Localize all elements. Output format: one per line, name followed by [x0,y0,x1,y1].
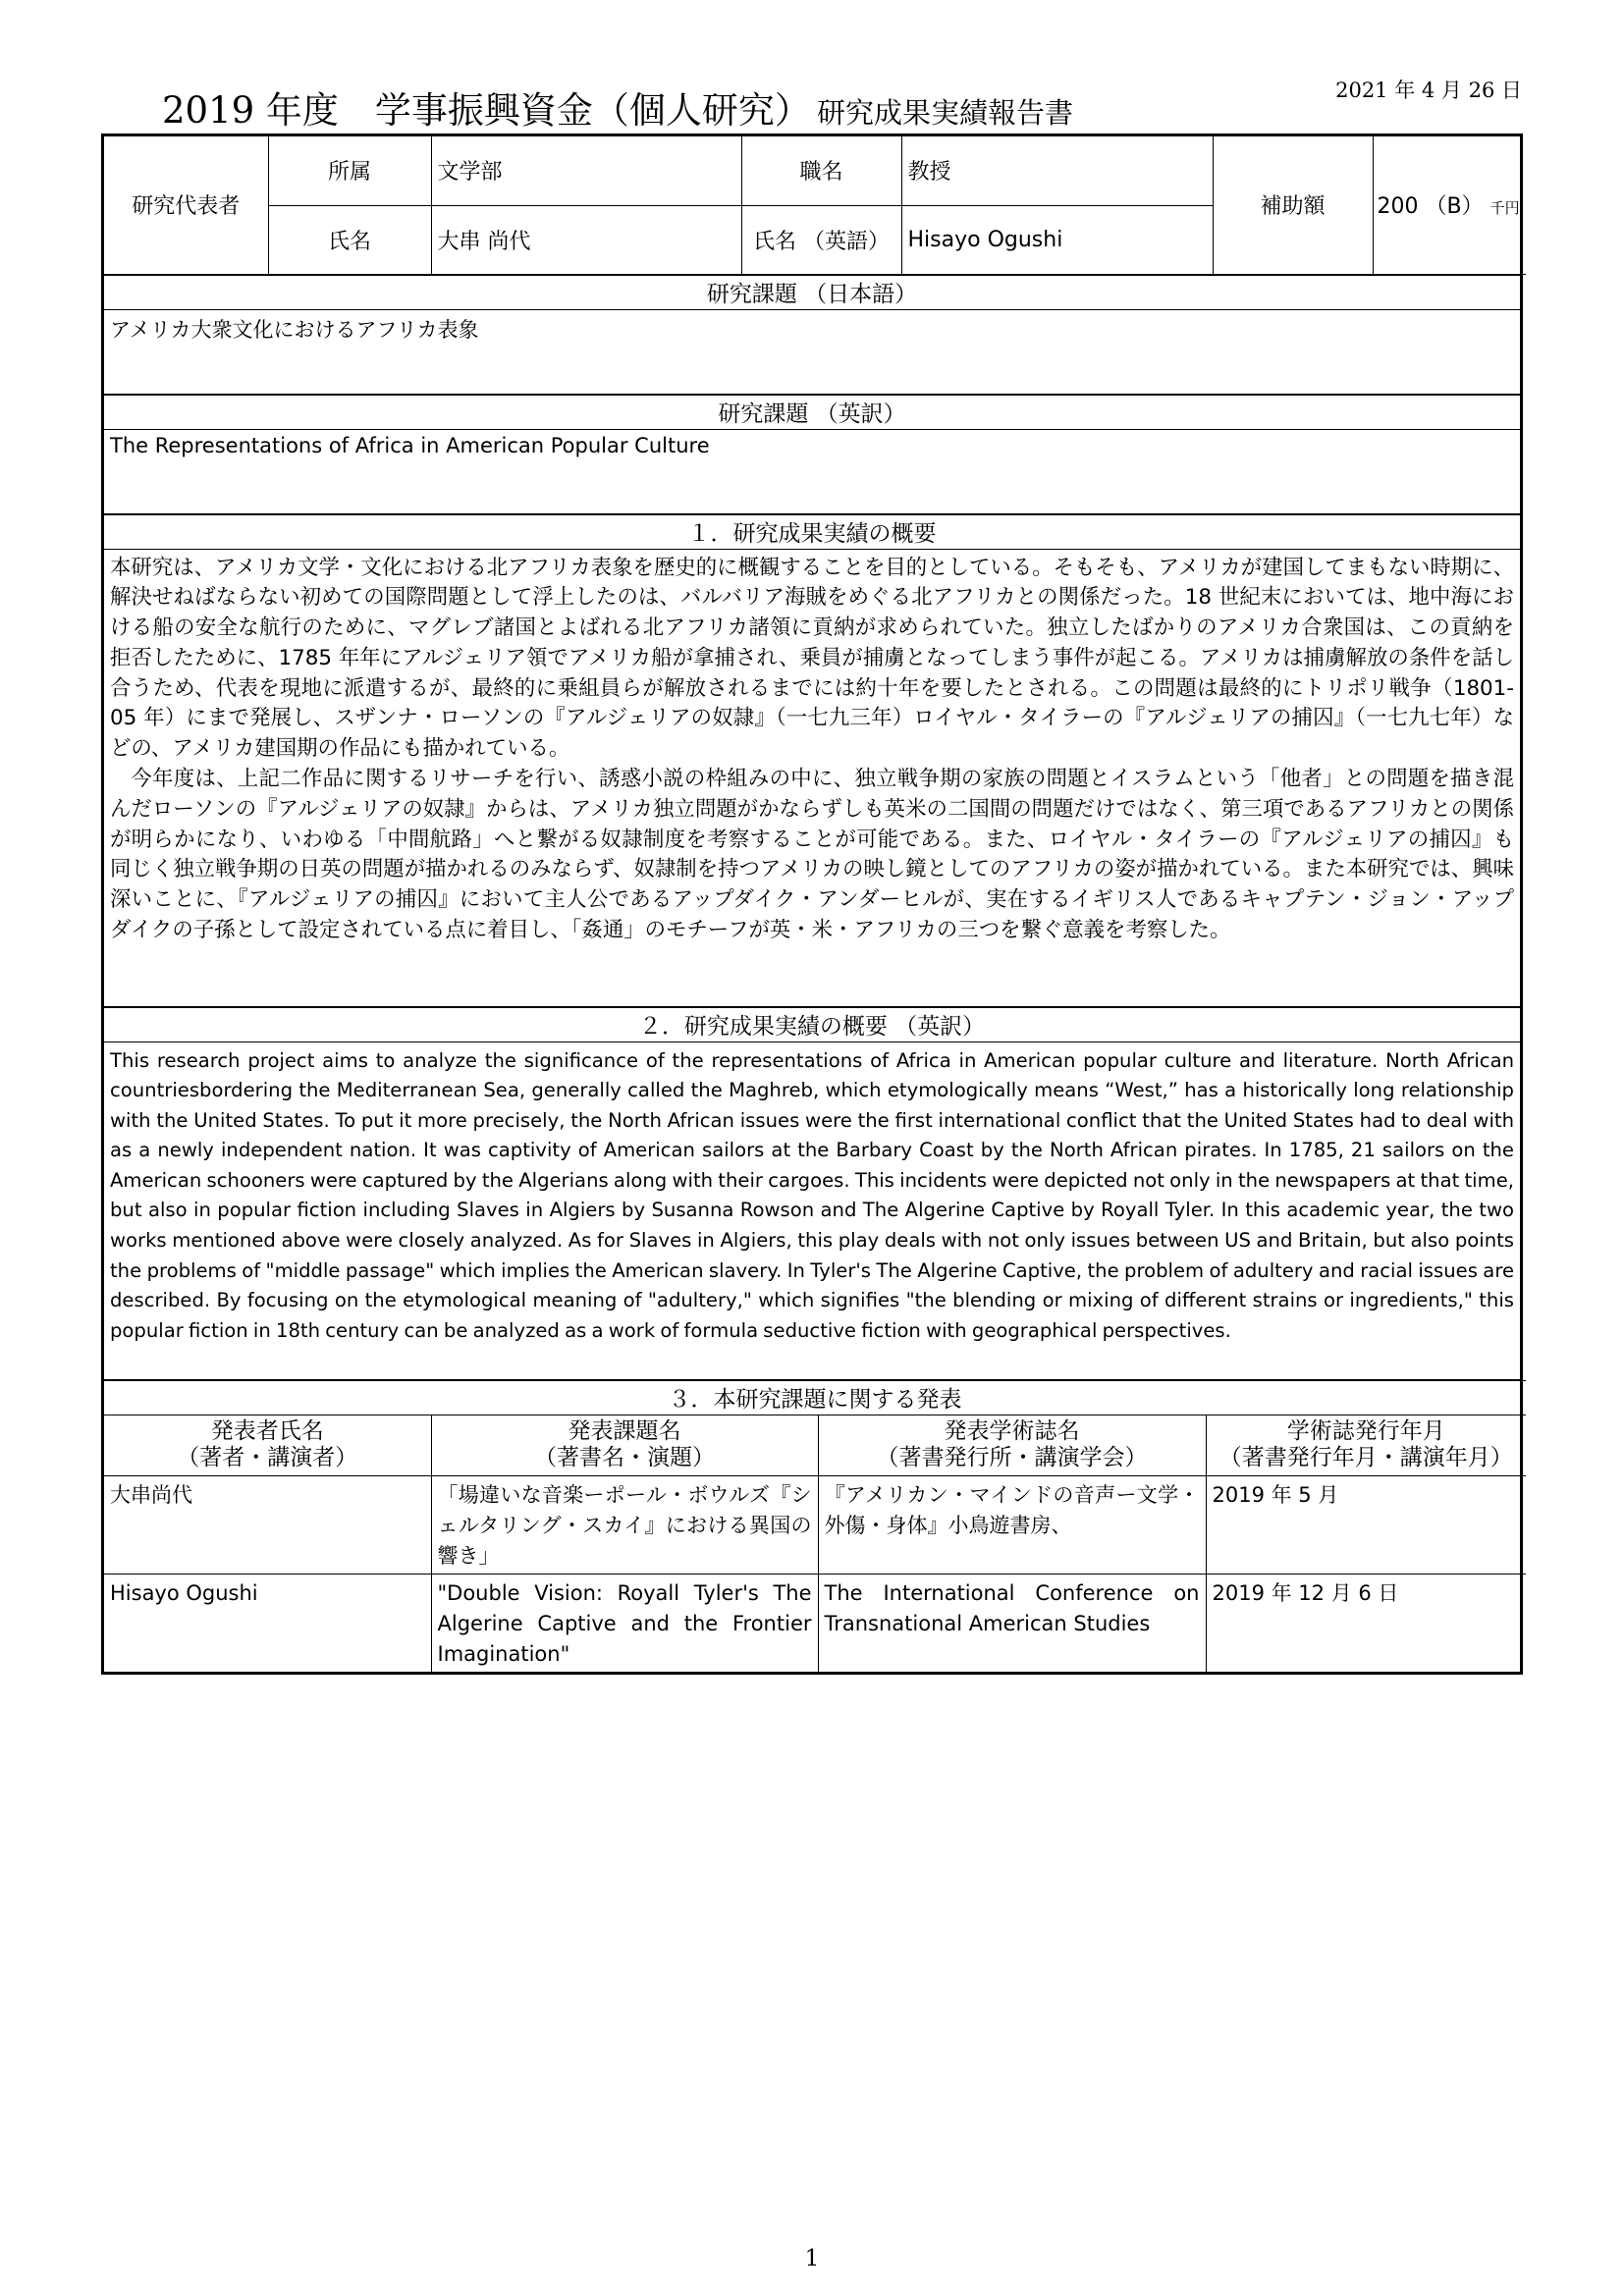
publications-heading: ３．本研究課題に関する発表 [104,1380,1526,1415]
row-title: "Double Vision: Royall Tyler's The Algerine Captive and the Frontier Imagination" [431,1574,818,1672]
position-value: 教授 [901,136,1213,205]
table-row [104,1574,1526,1672]
grant-label: 補助額 [1213,136,1373,274]
summary-jp-section [104,514,1520,1007]
info-table [104,136,1526,275]
topic-jp-section [104,275,1520,395]
summary-jp-paragraph-1: 本研究は、アメリカ文学・文化における北アフリカ表象を歴史的に概観することを目的としている。そもそも、アメリカが建国してまもない時期に、解決せねばならない初めての国際問題として浮上したのは、バルバリア海賊をめぐる北アフリカとの関係だった。18 世紀末においては、地中海における船の安全な航行のために、マグレブ諸国とよばれる北アフリカ諸領に貢納が求められていた。独立したばかりのアメリカ合衆国は、この貢納を拒否したために、1785 年年にアルジェリア領でアメリカ船が拿捕され、乗員が捕虜となってしまう事件が起こる。アメリカは捕虜解放の条件を話し合うため、代表を現地に派遣するが、最終的に乗組員らが解放されるまでには約十年を要したとされる。この問題は最終的にトリポリ戦争（1801-05 年）にまで発展し、スザンナ・ローソンの『アルジェリアの奴隷』（一七九三年）ロイヤル・タイラーの『アルジェリアの捕囚』（一七九七年）などの、アメリカ建国期の作品にも描かれている。 [110,555,1515,762]
title-sub: 研究成果実績報告書 [816,96,1073,130]
summary-en-section [104,1007,1520,1380]
grant-unit: 千円 [1489,199,1520,218]
column-date-line2: （著書発行年月・講演年月） [1218,1445,1513,1470]
name-value: 大串 尚代 [431,205,741,274]
publications-section [104,1380,1526,1673]
topic-en-heading: 研究課題 （英訳） [104,395,1520,429]
row-author: Hisayo Ogushi [104,1574,431,1672]
report-date: 2021 年 4 月 26 日 [1335,79,1522,102]
representative-label: 研究代表者 [104,136,268,274]
column-title [431,1415,818,1475]
report-title [162,80,1073,133]
grant-value: 200 （B） [1377,194,1484,220]
summary-jp-body [104,549,1520,1006]
topic-en-section [104,395,1520,514]
column-date [1206,1415,1526,1475]
title-main: 2019 年度 学事振興資金（個人研究） [162,89,811,132]
row-venue: 『アメリカン・マインドの音声ー文学・外傷・身体』小鳥遊書房、 [818,1475,1206,1574]
name-en-label: 氏名 （英語） [741,205,901,274]
topic-jp-heading: 研究課題 （日本語） [104,275,1520,309]
column-author [104,1415,431,1475]
column-venue-line2: （著書発行所・講演学会） [876,1445,1148,1470]
table-row [104,1475,1526,1574]
affiliation-label: 所属 [268,136,431,205]
name-en-value: Hisayo Ogushi [901,205,1213,274]
column-date-line1: 学術誌発行年月 [1286,1418,1445,1444]
column-title-line1: 発表課題名 [568,1418,681,1444]
row-date: 2019 年 12 月 6 日 [1206,1574,1526,1672]
column-author-line2: （著者・講演者） [177,1445,358,1470]
position-label: 職名 [741,136,901,205]
summary-jp-heading: １．研究成果実績の概要 [104,514,1520,549]
column-venue [818,1415,1206,1475]
row-author: 大串尚代 [104,1475,431,1574]
affiliation-value: 文学部 [431,136,741,205]
name-label: 氏名 [268,205,431,274]
summary-en-body: This research project aims to analyze the significance of the representations of Africa in American popular culture and literature. North African countriesbordering the Mediterranean Sea, generally called the Maghreb, which etymologically means “West,” has a historically long relationship with the United States. To put it more precisely, the North African issues were the first international conflict that the United States had to deal with as a newly independent nation. It was captivity of American sailors at the Barbary Coast by the North African pirates. In 1785, 21 sailors on the American schooners were captured by the Algerians along with their cargoes. This incidents were depicted not only in the newspapers at that time, but also in popular fiction including Slaves in Algiers by Susanna Rowson and The Algerine Captive by Royall Tyler. In this academic year, the two works mentioned above were closely analyzed. As for Slaves in Algiers, this play deals with not only issues between US and Britain, but also points the problems of "middle passage" which implies the American slavery. In Tyler's The Algerine Captive, the problem of adultery and racial issues are described. By focusing on the etymological meaning of "adultery," which signifies "the blending or mixing of different strains or ingredients," this popular fiction in 18th century can be analyzed as a work of formula seductive fiction with geographical perspectives. [104,1041,1520,1379]
summary-jp-paragraph-2: 今年度は、上記二作品に関するリサーチを行い、誘惑小説の枠組みの中に、独立戦争期の家族の問題とイスラムという「他者」との問題を描き混んだローソンの『アルジェリアの奴隷』からは、アメリカ独立問題がかならずしも英米の二国間の問題だけではなく、第三項であるアフリカとの関係が明らかになり、いわゆる「中間航路」へと繋がる奴隷制度を考察することが可能である。また、ロイヤル・タイラーの『アルジェリアの捕囚』も同じく独立戦争期の日英の問題が描かれるのみならず、奴隷制を持つアメリカの映し鏡としてのアフリカの姿が描かれている。また本研究では、興味深いことに、『アルジェリアの捕囚』において主人公であるアップダイク・アンダーヒルが、実在するイギリス人であるキャプテン・ジョン・アップダイクの子孫として設定されている点に着目し、「姦通」のモチーフが英・米・アフリカの三つを繋ぐ意義を考察した。 [110,767,1514,943]
page-number: 1 [804,2246,820,2271]
report-form [101,133,1523,1675]
column-title-line2: （著書名・演題） [534,1445,715,1470]
column-venue-line1: 発表学術誌名 [944,1418,1080,1444]
topic-jp-text: アメリカ大衆文化におけるアフリカ表象 [104,309,1520,394]
row-title: 「場違いな音楽ーポール・ボウルズ『シェルタリング・スカイ』における異国の響き」 [431,1475,818,1574]
column-author-line1: 発表者氏名 [210,1418,324,1444]
grant-cell [1373,136,1526,274]
topic-en-text: The Representations of Africa in American Popular Culture [104,429,1520,513]
summary-en-heading: ２．研究成果実績の概要 （英訳） [104,1007,1520,1041]
row-venue: The International Conference on Transnational American Studies [818,1574,1206,1672]
row-date: 2019 年 5 月 [1206,1475,1526,1574]
